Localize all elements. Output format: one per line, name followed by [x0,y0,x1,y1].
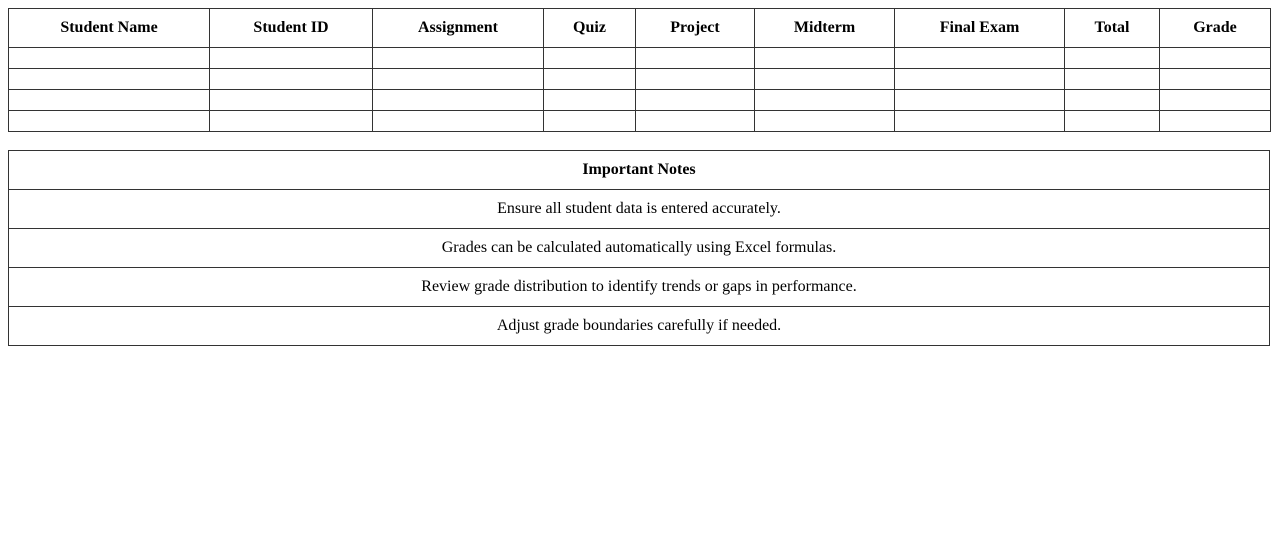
table-cell[interactable] [636,90,755,111]
column-header-project: Project [636,9,755,48]
column-header-quiz: Quiz [544,9,636,48]
table-cell[interactable] [755,69,895,90]
table-row [9,111,1271,132]
table-row [9,69,1271,90]
column-header-midterm: Midterm [755,9,895,48]
table-cell[interactable] [755,90,895,111]
table-cell[interactable] [210,69,373,90]
table-cell[interactable] [1160,111,1271,132]
table-cell[interactable] [9,69,210,90]
table-cell[interactable] [1160,69,1271,90]
table-cell[interactable] [373,111,544,132]
column-header-final-exam: Final Exam [895,9,1065,48]
table-cell[interactable] [9,111,210,132]
table-cell[interactable] [755,48,895,69]
table-cell[interactable] [544,111,636,132]
table-cell[interactable] [373,48,544,69]
note-row [9,307,1270,346]
table-cell[interactable] [895,48,1065,69]
column-header-student-name: Student Name [9,9,210,48]
column-header-total: Total [1065,9,1160,48]
table-cell[interactable] [895,90,1065,111]
notes-title: Important Notes [9,151,1270,190]
table-cell[interactable] [544,48,636,69]
table-cell[interactable] [755,111,895,132]
table-cell[interactable] [636,48,755,69]
table-cell[interactable] [373,90,544,111]
grades-header-row [9,9,1271,48]
table-row [9,48,1271,69]
note-row [9,190,1270,229]
note-text: Adjust grade boundaries carefully if needed. [9,307,1270,346]
table-cell[interactable] [373,69,544,90]
note-row [9,268,1270,307]
table-cell[interactable] [9,48,210,69]
table-cell[interactable] [636,111,755,132]
table-cell[interactable] [1065,69,1160,90]
table-cell[interactable] [210,90,373,111]
table-cell[interactable] [1065,48,1160,69]
table-cell[interactable] [1065,90,1160,111]
note-text: Review grade distribution to identify trends or gaps in performance. [9,268,1270,307]
notes-header-row [9,151,1270,190]
table-cell[interactable] [895,69,1065,90]
table-cell[interactable] [1160,90,1271,111]
table-cell[interactable] [1065,111,1160,132]
table-cell[interactable] [9,90,210,111]
grades-table [8,8,1271,132]
note-row [9,229,1270,268]
column-header-student-id: Student ID [210,9,373,48]
column-header-grade: Grade [1160,9,1271,48]
table-row [9,90,1271,111]
note-text: Grades can be calculated automatically using Excel formulas. [9,229,1270,268]
table-cell[interactable] [895,111,1065,132]
table-cell[interactable] [1160,48,1271,69]
note-text: Ensure all student data is entered accurately. [9,190,1270,229]
column-header-assignment: Assignment [373,9,544,48]
table-cell[interactable] [210,111,373,132]
important-notes-table [8,150,1270,346]
table-cell[interactable] [636,69,755,90]
table-cell[interactable] [544,90,636,111]
table-cell[interactable] [544,69,636,90]
table-cell[interactable] [210,48,373,69]
